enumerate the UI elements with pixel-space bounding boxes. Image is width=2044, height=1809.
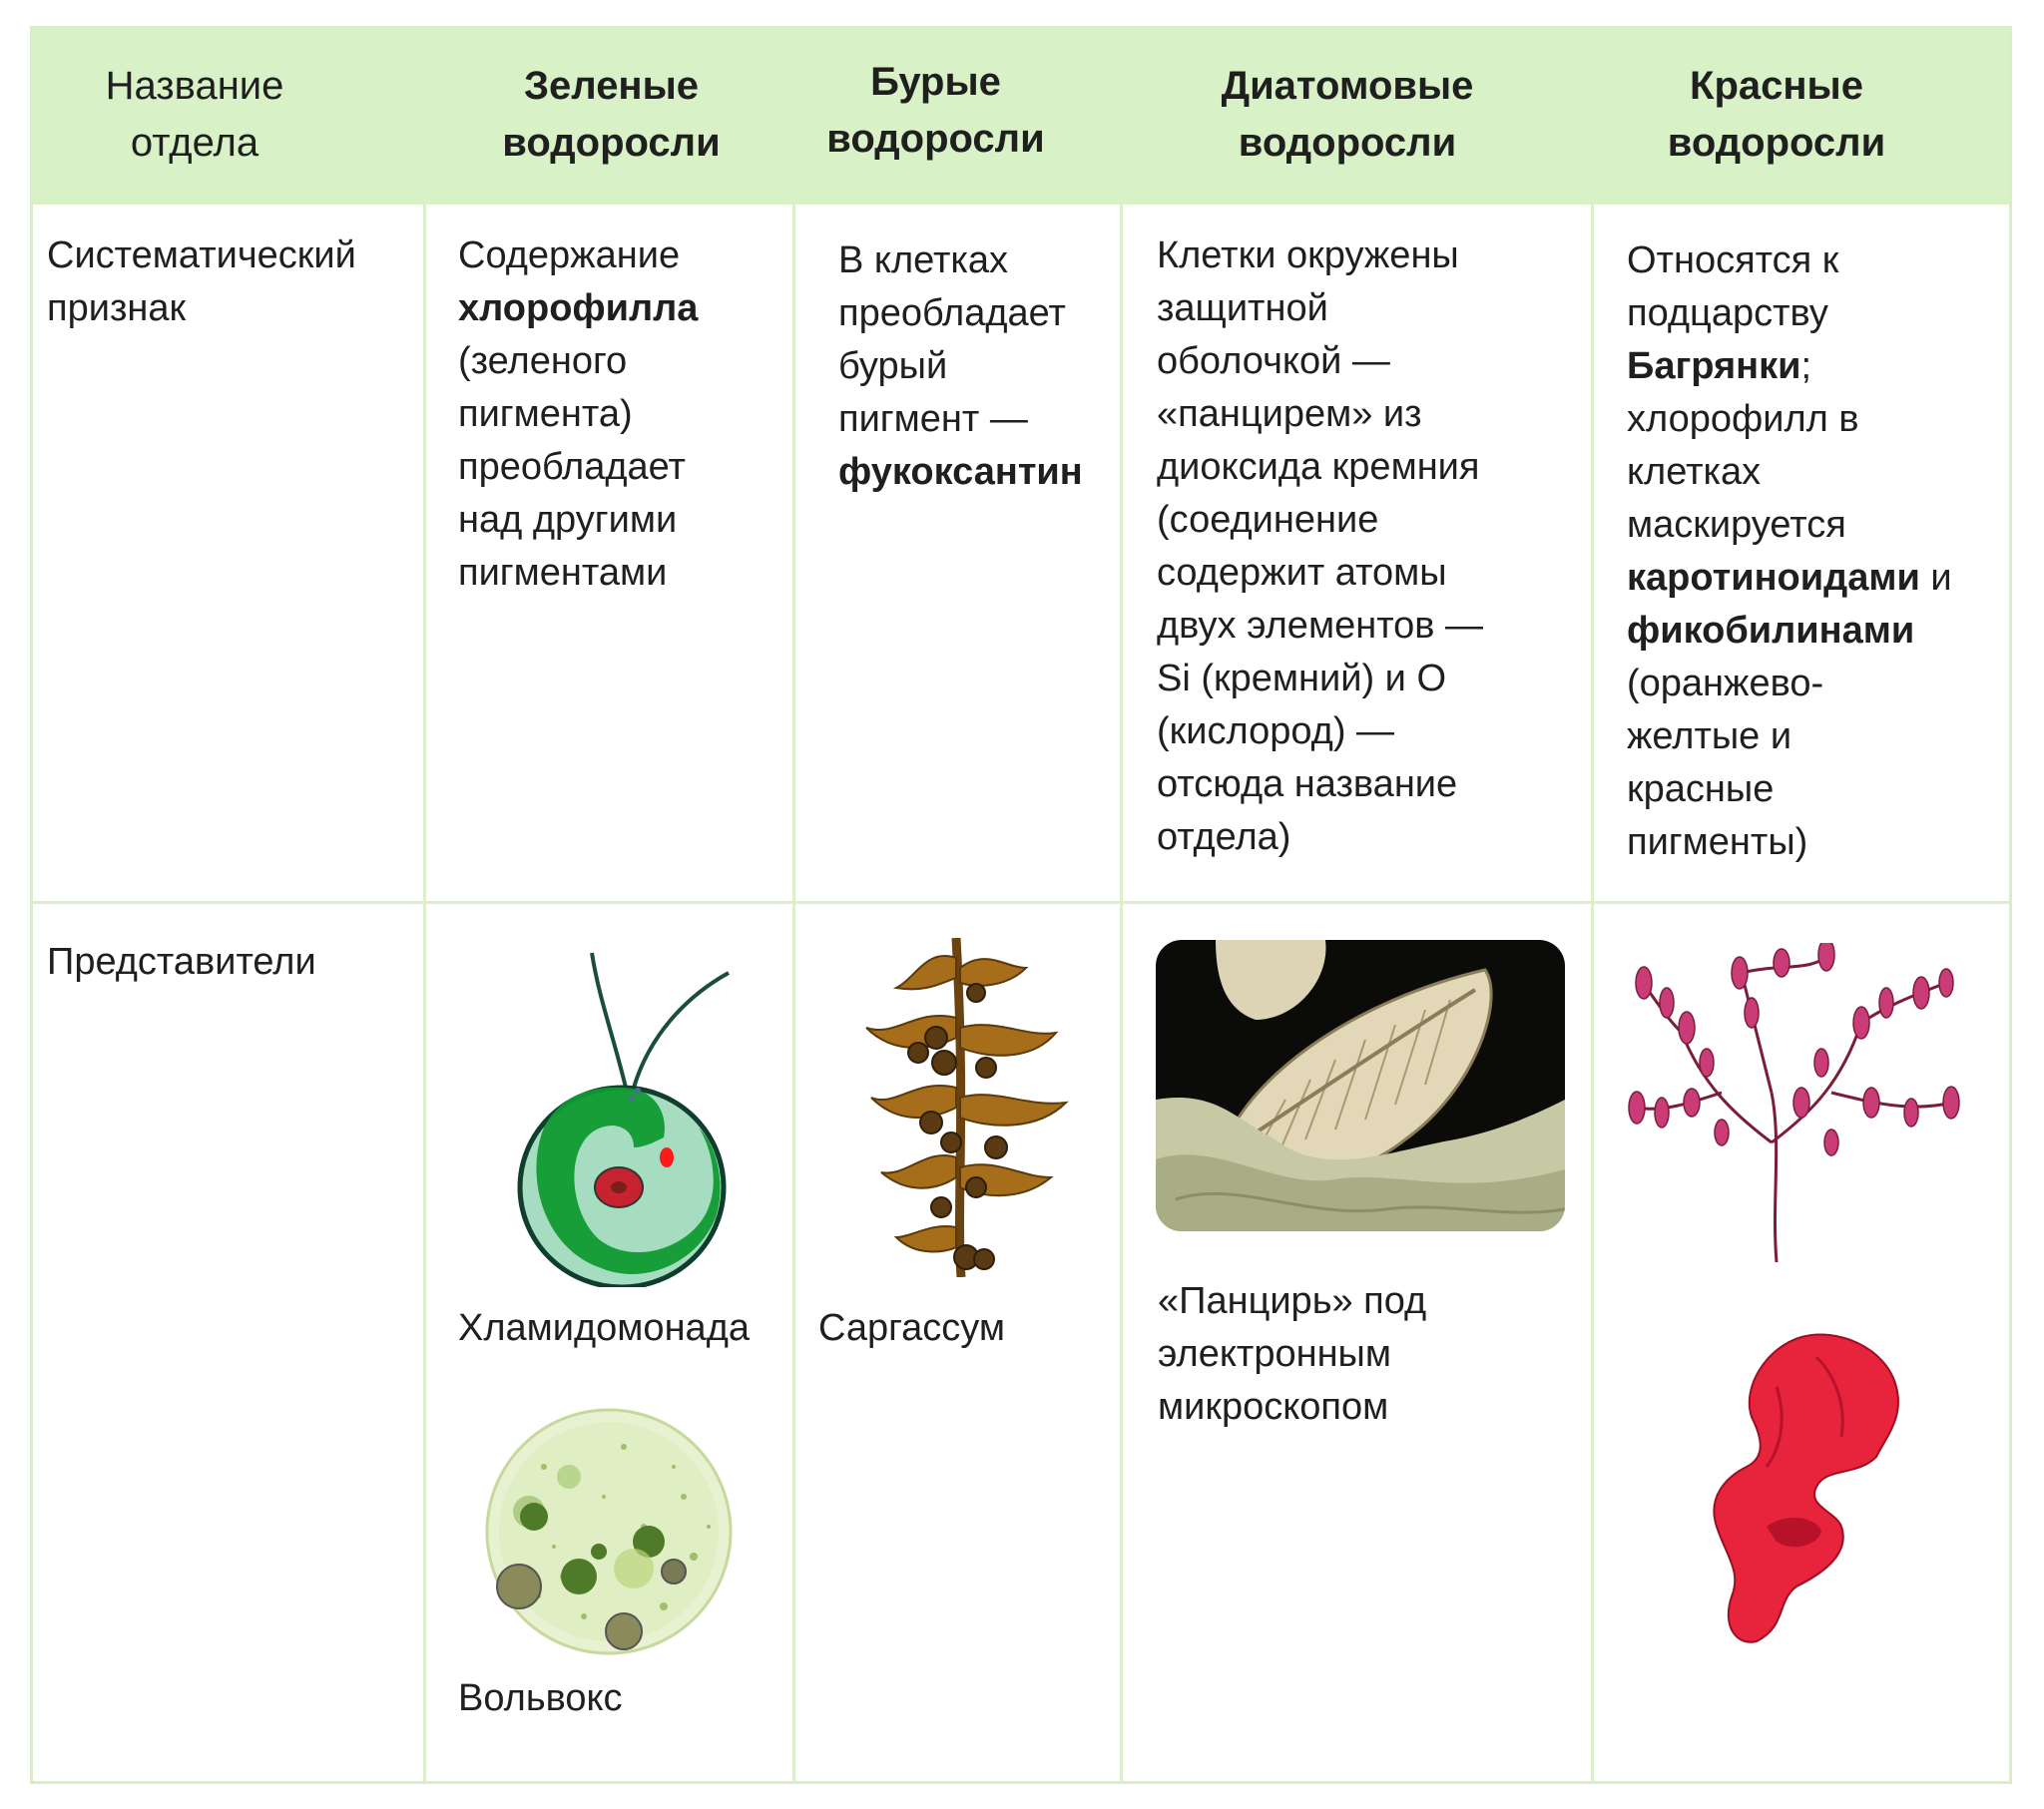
volvox-caption: Вольвокс [458,1677,623,1719]
header-line: Диатомовые [1221,64,1474,108]
bold-term: хлорофилла [458,287,699,329]
header-line: Зеленые [524,64,699,108]
header-diatom-algae [1178,58,1517,172]
text-segment: желтые и [1627,715,1792,757]
caption-line: микроскопом [1158,1386,1389,1428]
sargassum-caption: Саргассум [818,1307,1005,1349]
feature-text-line [458,388,777,441]
bold-term: фукоксантин [838,451,1083,493]
volvox-illustration [484,1407,734,1656]
feature-text-line [1627,340,2006,393]
text-segment: пигментами [458,552,668,594]
row-label-line: признак [47,287,187,329]
text-segment: оболочкой — [1157,340,1390,382]
text-segment: над другими [458,499,678,541]
text-segment: защитной [1157,287,1328,329]
feature-text-line [1157,388,1576,441]
header-red-algae [1617,58,1936,172]
header-line: Бурые [870,60,1001,104]
feature-text-line [1627,446,2006,499]
row-divider [33,901,2009,904]
red-algae-branching-illustration [1622,943,1966,1267]
feature-text-line [838,287,1098,340]
feature-text-line [1157,282,1576,335]
feature-text-line [1627,287,2006,340]
text-segment: (соединение [1157,499,1379,541]
feature-text-line [458,441,777,494]
feature-text-line [1627,605,2006,658]
text-segment: преобладает [458,446,686,488]
header-line: водоросли [502,121,721,165]
header-line: Красные [1690,64,1863,108]
feature-text-line [1627,710,2006,763]
feature-text-line [458,229,777,282]
text-segment: Клетки окружены [1157,234,1459,276]
feature-text-line [1627,552,2006,605]
feature-text-line [1157,441,1576,494]
feature-text-line [838,234,1098,287]
feature-text-line [838,393,1098,446]
text-segment: (зеленого [458,340,628,382]
text-segment: маскируется [1627,504,1846,546]
text-segment: В клетках [838,239,1008,281]
text-segment: диоксида кремния [1157,446,1480,488]
header-line: отдела [130,121,259,165]
header-division-name [60,58,329,172]
row-label-examples: Представители [47,941,316,983]
brown-feature-text [838,234,1098,499]
text-segment: красные [1627,768,1775,810]
text-segment: двух элементов — [1157,605,1484,647]
text-segment: клетках [1627,451,1762,493]
feature-text-line [1627,393,2006,446]
column-divider [1120,205,1123,1781]
text-segment: отдела) [1157,816,1291,858]
text-segment: «панцирем» из [1157,393,1422,435]
text-segment: ; [1800,345,1812,387]
feature-text-line [1157,600,1576,653]
feature-text-line [1627,499,2006,552]
feature-text-line [838,446,1098,499]
feature-text-line [838,340,1098,393]
column-divider [792,205,795,1781]
text-segment: содержит атомы [1157,552,1447,594]
feature-text-line [1627,234,2006,287]
feature-text-line [1627,658,2006,710]
text-segment: (кислород) — [1157,710,1395,752]
header-green-algae [449,58,773,172]
bold-term: фикобилинами [1627,610,1915,652]
caption-line: электронным [1158,1333,1391,1375]
feature-text-line [1157,547,1576,600]
red-feature-text [1627,234,2006,869]
header-line: водоросли [1238,121,1457,165]
text-segment: отсюда название [1157,763,1458,805]
text-segment: пигмент — [838,398,1028,440]
header-brown-algae [788,54,1083,168]
chlamydomonas-illustration [504,948,749,1287]
text-segment: пигменты) [1627,821,1808,863]
text-segment: Si (кремний) и O [1157,658,1447,699]
header-line: водоросли [1667,121,1886,165]
bold-term: каротиноидами [1627,557,1920,599]
caption-line: «Панцирь» под [1158,1280,1427,1322]
text-segment: бурый [838,345,948,387]
green-feature-text [458,229,777,600]
feature-text-line [458,547,777,600]
column-divider [423,205,426,1781]
text-segment: хлорофилл в [1627,398,1859,440]
red-algae-sheet-illustration [1707,1327,1906,1646]
diatom-feature-text [1157,229,1576,864]
text-segment: подцарству [1627,292,1828,334]
text-segment: Содержание [458,234,681,276]
sargassum-illustration [856,938,1071,1277]
row-label-line: Систематический [47,234,356,276]
feature-text-line [1157,811,1576,864]
feature-text-line [458,282,777,335]
feature-text-line [1157,758,1576,811]
column-divider [1591,205,1594,1781]
feature-text-line [1157,705,1576,758]
text-segment: Относятся к [1627,239,1839,281]
chlamydomonas-caption: Хламидомонада [458,1307,750,1349]
text-segment: преобладает [838,292,1066,334]
text-segment: (оранжево- [1627,663,1824,704]
text-segment: и [1919,557,1952,599]
diatom-microscope-photo [1156,940,1565,1231]
feature-text-line [1157,229,1576,282]
feature-text-line [1157,335,1576,388]
row-label-feature [47,229,406,335]
feature-text-line [1157,653,1576,705]
feature-text-line [458,335,777,388]
feature-text-line [1627,816,2006,869]
feature-text-line [458,494,777,547]
diatom-caption [1158,1275,1537,1434]
feature-text-line [1627,763,2006,816]
feature-text-line [1157,494,1576,547]
header-line: Название [105,64,284,108]
bold-term: Багрянки [1627,345,1801,387]
text-segment: пигмента) [458,393,633,435]
header-line: водоросли [826,117,1045,161]
